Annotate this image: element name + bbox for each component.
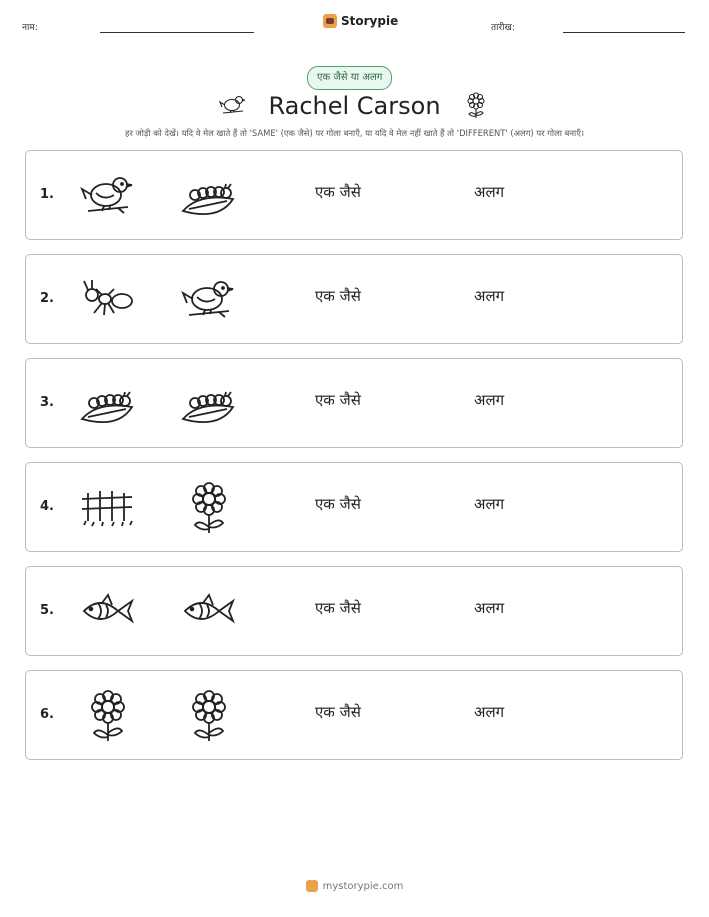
row-3: [25, 358, 683, 448]
caterpillar-icon: [179, 373, 239, 433]
worksheet-title: Rachel Carson: [268, 92, 441, 120]
topic-badge: एक जैसे या अलग: [307, 66, 392, 90]
same-option[interactable]: एक जैसे: [315, 599, 361, 617]
brand-logo: [323, 14, 398, 28]
caterpillar-icon: [179, 165, 239, 225]
same-option[interactable]: एक जैसे: [315, 495, 361, 513]
different-option[interactable]: अलग: [474, 287, 505, 305]
storypie-icon: [306, 880, 318, 892]
fish-icon: [78, 581, 138, 641]
same-option[interactable]: एक जैसे: [315, 703, 361, 721]
fish-icon: [179, 581, 239, 641]
row-number: 6.: [40, 707, 54, 722]
same-option[interactable]: एक जैसे: [315, 391, 361, 409]
different-option[interactable]: अलग: [474, 391, 505, 409]
name-line[interactable]: [100, 32, 254, 33]
brand-name: Storypie: [341, 14, 399, 28]
storypie-icon: [323, 14, 337, 28]
different-option[interactable]: अलग: [474, 703, 505, 721]
different-option[interactable]: अलग: [474, 183, 505, 201]
date-label: तारीख:: [491, 23, 515, 33]
row-4: [25, 462, 683, 552]
row-1: [25, 150, 683, 240]
row-number: 3.: [40, 395, 54, 410]
bird-icon: [78, 165, 138, 225]
row-number: 1.: [40, 187, 54, 202]
ant-icon: [78, 269, 138, 329]
name-label: नाम:: [22, 23, 38, 33]
bird-icon: [179, 269, 239, 329]
row-2: [25, 254, 683, 344]
row-number: 5.: [40, 603, 54, 618]
flower-icon: [78, 685, 138, 745]
row-5: [25, 566, 683, 656]
same-option[interactable]: एक जैसे: [315, 183, 361, 201]
different-option[interactable]: अलग: [474, 599, 505, 617]
row-number: 4.: [40, 499, 54, 514]
fence-icon: [78, 477, 138, 537]
same-option[interactable]: एक जैसे: [315, 287, 361, 305]
row-6: [25, 670, 683, 760]
caterpillar-icon: [78, 373, 138, 433]
flower-icon: [179, 685, 239, 745]
flower-icon: [179, 477, 239, 537]
different-option[interactable]: अलग: [474, 495, 505, 513]
flower-icon: [461, 90, 491, 124]
date-line[interactable]: [563, 32, 685, 33]
footer: [0, 880, 709, 892]
row-number: 2.: [40, 291, 54, 306]
instructions: हर जोड़ी को देखें। यदि वे मेल खाते हैं तो 'SAME' (एक जैसे) पर गोला बनाएँ, या यदि वे मेल नहीं खाते हैं तो 'DIFFERENT' (अलग) पर गोला बनाएँ।: [125, 128, 584, 138]
footer-site[interactable]: mystorypie.com: [322, 880, 404, 892]
